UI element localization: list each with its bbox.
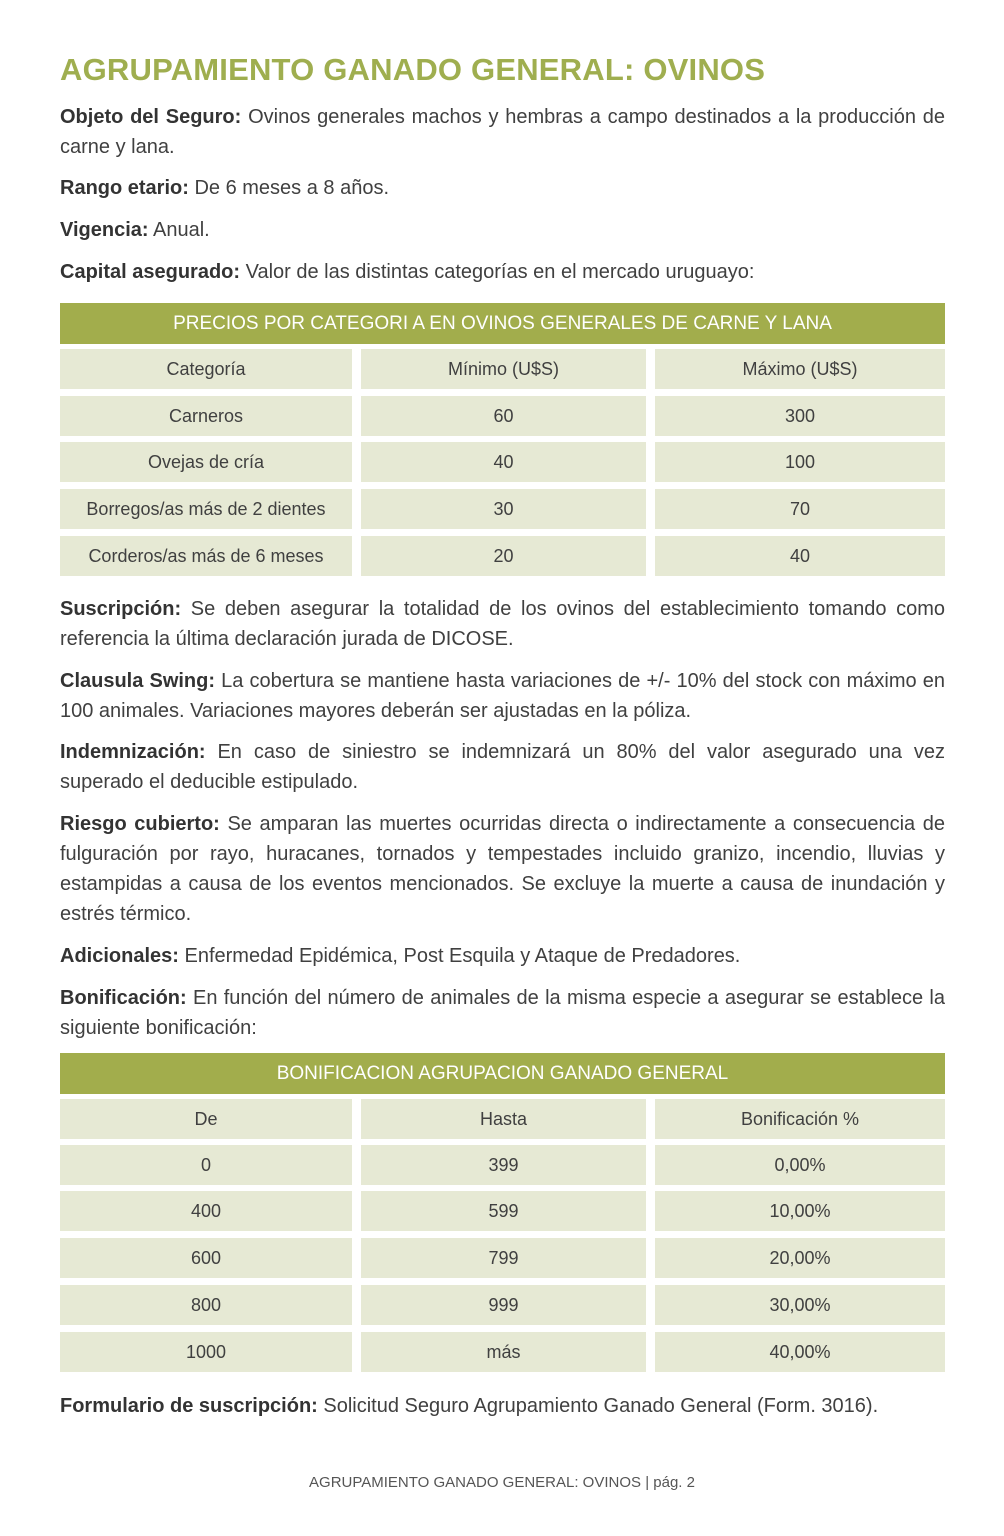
rango-paragraph <box>60 173 945 203</box>
table-cell: más <box>361 1332 646 1372</box>
bonif-table-title: BONIFICACION AGRUPACION GANADO GENERAL <box>60 1053 945 1094</box>
adicionales-paragraph <box>60 941 945 971</box>
vigencia-paragraph <box>60 215 945 245</box>
table-cell: 400 <box>60 1191 352 1231</box>
rango-label: Rango etario: <box>60 177 189 199</box>
table-row <box>60 489 945 529</box>
table-cell: Ovejas de cría <box>60 442 352 482</box>
formulario-label: Formulario de suscripción: <box>60 1395 318 1417</box>
table-row <box>60 1145 945 1185</box>
table-cell: 70 <box>655 489 945 529</box>
table-header-cell: Máximo (U$S) <box>655 349 945 389</box>
riesgo-label: Riesgo cubierto: <box>60 813 220 835</box>
table-header-cell: Categoría <box>60 349 352 389</box>
table-cell: 600 <box>60 1238 352 1278</box>
table-row <box>60 396 945 436</box>
suscripcion-text: Se deben asegurar la totalidad de los ovinos del establecimiento tomando como referencia la última declaración jurada de DICOSE. <box>60 598 945 650</box>
precios-table-header-row <box>60 349 945 389</box>
table-cell: 0 <box>60 1145 352 1185</box>
bonificacion-label: Bonificación: <box>60 987 187 1009</box>
vigencia-label: Vigencia: <box>60 219 149 241</box>
indemnizacion-label: Indemnización: <box>60 741 206 763</box>
table-row <box>60 1191 945 1231</box>
bonif-table-header-row <box>60 1099 945 1139</box>
table-row <box>60 1238 945 1278</box>
adicionales-text: Enfermedad Epidémica, Post Esquila y Ataque de Predadores. <box>178 945 741 967</box>
bonificacion-paragraph <box>60 983 945 1043</box>
objeto-paragraph <box>60 102 945 162</box>
table-header-cell: Hasta <box>361 1099 646 1139</box>
suscripcion-label: Suscripción: <box>60 598 182 620</box>
page-footer: AGRUPAMIENTO GANADO GENERAL: OVINOS | pág. 2 <box>309 1474 695 1491</box>
indemnizacion-paragraph <box>60 737 945 797</box>
table-row <box>60 1332 945 1372</box>
table-row <box>60 1285 945 1325</box>
table-cell: Corderos/as más de 6 meses <box>60 536 352 576</box>
precios-table-title: PRECIOS POR CATEGORI A EN OVINOS GENERALES DE CARNE Y LANA <box>60 303 945 344</box>
table-cell: 800 <box>60 1285 352 1325</box>
table-cell: Carneros <box>60 396 352 436</box>
formulario-paragraph <box>60 1391 945 1421</box>
table-cell: Borregos/as más de 2 dientes <box>60 489 352 529</box>
rango-text: De 6 meses a 8 años. <box>188 177 390 199</box>
table-header-cell: Mínimo (U$S) <box>361 349 646 389</box>
table-cell: 40 <box>655 536 945 576</box>
page-title: AGRUPAMIENTO GANADO GENERAL: OVINOS <box>60 52 766 87</box>
table-cell: 30,00% <box>655 1285 945 1325</box>
formulario-text: Solicitud Seguro Agrupamiento Ganado General (Form. 3016). <box>317 1395 879 1417</box>
table-cell: 799 <box>361 1238 646 1278</box>
table-header-cell: De <box>60 1099 352 1139</box>
bonificacion-text: En función del número de animales de la misma especie a asegurar se establece la siguiente bonificación: <box>60 987 945 1039</box>
riesgo-text: Se amparan las muertes ocurridas directa o indirectamente a consecuencia de fulguración por rayo, huracanes, tornados y tempestades incluido granizo, incendio, lluvias y estampidas a causa de los eventos mencionados. Se excluye la muerte a causa de inundación y estrés térmico. <box>60 813 945 925</box>
capital-paragraph <box>60 257 945 287</box>
swing-label: Clausula Swing: <box>60 670 216 692</box>
swing-paragraph <box>60 666 945 726</box>
table-cell: 40 <box>361 442 646 482</box>
table-cell: 30 <box>361 489 646 529</box>
capital-text: Valor de las distintas categorías en el mercado uruguayo: <box>240 261 755 283</box>
table-header-cell: Bonificación % <box>655 1099 945 1139</box>
objeto-label: Objeto del Seguro: <box>60 106 242 128</box>
table-cell: 20,00% <box>655 1238 945 1278</box>
capital-label: Capital asegurado: <box>60 261 241 283</box>
suscripcion-paragraph <box>60 594 945 654</box>
table-cell: 1000 <box>60 1332 352 1372</box>
indemnizacion-text: En caso de siniestro se indemnizará un 80% del valor asegurado una vez superado el deducible estipulado. <box>60 741 945 793</box>
table-cell: 0,00% <box>655 1145 945 1185</box>
vigencia-text: Anual. <box>148 219 210 241</box>
table-cell: 40,00% <box>655 1332 945 1372</box>
table-row <box>60 536 945 576</box>
table-cell: 999 <box>361 1285 646 1325</box>
riesgo-paragraph <box>60 809 945 929</box>
table-cell: 599 <box>361 1191 646 1231</box>
table-cell: 300 <box>655 396 945 436</box>
adicionales-label: Adicionales: <box>60 945 179 967</box>
table-cell: 20 <box>361 536 646 576</box>
table-row <box>60 442 945 482</box>
table-cell: 100 <box>655 442 945 482</box>
table-cell: 10,00% <box>655 1191 945 1231</box>
objeto-text: Ovinos generales machos y hembras a campo destinados a la producción de carne y lana. <box>60 106 946 158</box>
table-cell: 399 <box>361 1145 646 1185</box>
swing-text: La cobertura se mantiene hasta variaciones de +/- 10% del stock con máximo en 100 animales. Variaciones mayores deberán ser ajustadas en la póliza. <box>60 670 945 722</box>
table-cell: 60 <box>361 396 646 436</box>
